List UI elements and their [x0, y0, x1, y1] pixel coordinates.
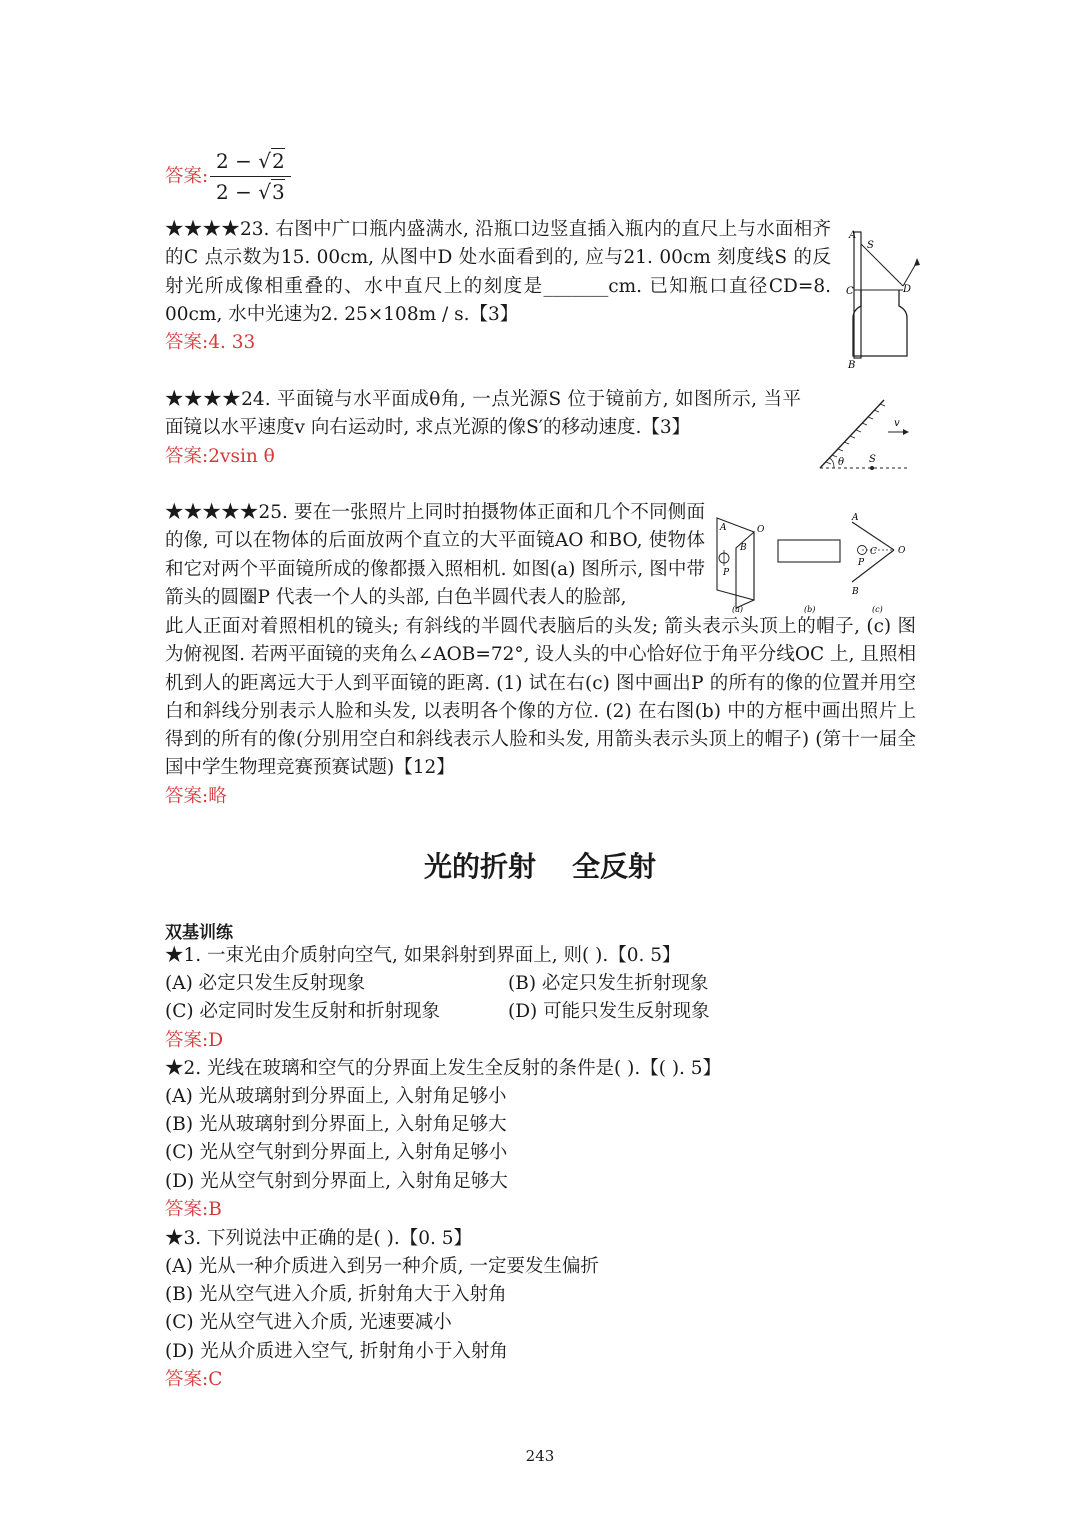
q1-answer: 答案:D: [165, 1030, 224, 1051]
label-a-A: A: [720, 523, 727, 533]
label-S: S: [867, 240, 874, 251]
top-mirror-A: [852, 522, 894, 550]
fraction-bar: [210, 176, 291, 177]
arrowhead: [914, 258, 920, 266]
ruler: [854, 232, 861, 358]
q1-option-b: (B) 必定只发生折射现象: [508, 973, 709, 994]
label-c-B: B: [852, 587, 859, 597]
q2-answer: 答案:B: [165, 1199, 222, 1220]
section-title-part2: 全反射: [572, 850, 657, 883]
caption-b: (b): [804, 605, 816, 614]
q22-answer-label: 答案:: [165, 166, 209, 187]
q2-option-a: (A) 光从玻璃射到分界面上, 入射角足够小: [165, 1086, 507, 1107]
page-number: 243: [525, 1447, 555, 1465]
label-c-A: A: [852, 513, 859, 523]
q23-question: ★★★★23. 右图中广口瓶内盛满水, 沿瓶口边竖直插入瓶内的直尺上与水面相齐的C 点示数为15. 00cm, 从图中D 处水面看到的, 应与21. 00cm 刻度线S 的反射光所成像相重叠的、水中直尺上的刻度是_______cm. 已知瓶口直径CD=8. 00cm, 水中光速为2. 25×108m / s.【3】: [165, 219, 831, 325]
label-c-O: O: [898, 546, 906, 556]
q23-bottle-figure: [845, 222, 925, 372]
mirror-hatching: [826, 404, 885, 464]
section-title-part1: 光的折射: [423, 850, 536, 883]
fraction-numerator: 2 − √2: [216, 149, 285, 173]
angle-arc: [829, 458, 834, 468]
q2-option-d: (D) 光从空气射到分界面上, 入射角足够大: [165, 1171, 508, 1192]
label-B: B: [848, 360, 856, 371]
label-v: v: [894, 418, 900, 429]
label-C: C: [846, 286, 854, 297]
caption-a: (a): [732, 605, 744, 614]
q2-option-b: (B) 光从玻璃射到分界面上, 入射角足够大: [165, 1114, 507, 1135]
label-D: D: [903, 284, 912, 295]
q3-stem: ★3. 下列说法中正确的是( ).【0. 5】: [165, 1228, 473, 1249]
q3-option-b: (B) 光从空气进入介质, 折射角大于入射角: [165, 1284, 507, 1305]
q1-stem: ★1. 一束光由介质射向空气, 如果斜射到界面上, 则( ).【0. 5】: [165, 945, 681, 966]
q23-answer: 答案:4. 33: [165, 332, 256, 353]
fraction-denominator: 2 − √3: [216, 180, 285, 204]
q22-answer-fraction: [210, 148, 291, 205]
q24-answer: 答案:2vsin θ: [165, 446, 275, 467]
label-c-C: C: [870, 547, 877, 557]
q1-option-d: (D) 可能只发生反射现象: [508, 1001, 710, 1022]
velocity-arrowhead: [903, 429, 909, 435]
q2-stem: ★2. 光线在玻璃和空气的分界面上发生全反射的条件是( ).【( ). 5】: [165, 1058, 722, 1079]
label-S: S: [869, 454, 876, 465]
q25-mirror-figures: [712, 510, 912, 616]
q25-question-bottom: 此人正面对着照相机的镜头; 有斜线的半圆代表脑后的头发; 箭头表示头顶上的帽子, (c) 图为俯视图. 若两平面镜的夹角么∠AOB=72°, 设人头的中心恰好位于角平分线OC 上, 且照相机到人的距离远大于人到平面镜的距离. (1) 试在右(c) 图中画出P 的所有的像的位置并用空白和斜线分别表示人脸和头发, 以表明各个像的方位. (2) 在右图(b) 中的方框中画出照片上得到的所有的像(分别用空白和斜线表示人脸和头发, 用箭头表示头顶上的帽子) (第十一届全国中学生物理竞赛预赛试题)【12】: [165, 616, 916, 779]
q3-option-a: (A) 光从一种介质进入到另一种介质, 一定要发生偏折: [165, 1256, 599, 1277]
q25-question-top: ★★★★★25. 要在一张照片上同时拍摄物体正面和几个不同侧面的像, 可以在物体的后面放两个直立的大平面镜AO 和BO, 使物体和它对两个平面镜所成的像都摄入照相机. 如图(a) 图所示, 图中带箭头的圆圈P 代表一个人的头部, 白色半圆代表人的脸部,: [165, 502, 705, 608]
q3-answer: 答案:C: [165, 1369, 223, 1390]
label-a-B: B: [740, 543, 747, 553]
section-title: [0, 845, 1080, 885]
point-source-S: [870, 466, 874, 470]
label-theta: θ: [838, 457, 845, 468]
label-a-P: P: [723, 568, 730, 578]
q1-option-a: (A) 必定只发生反射现象: [165, 973, 366, 994]
photo-frame: [778, 540, 840, 562]
label-A: A: [849, 230, 857, 241]
label-a-O: O: [757, 525, 765, 535]
q3-option-c: (C) 光从空气进入介质, 光速要减小: [165, 1312, 452, 1333]
caption-c: (c): [872, 605, 883, 614]
q25-answer: 答案:略: [165, 786, 227, 807]
q3-option-d: (D) 光从介质进入空气, 折射角小于入射角: [165, 1341, 508, 1362]
label-c-P: P: [858, 558, 865, 568]
q1-option-c: (C) 必定同时发生反射和折射现象: [165, 1001, 440, 1022]
q24-question: ★★★★24. 平面镜与水平面成θ角, 一点光源S 位于镜前方, 如图所示, 当平面镜以水平速度v 向右运动时, 求点光源的像S′的移动速度.【3】: [165, 389, 801, 439]
q24-mirror-figure: [812, 392, 912, 474]
q2-option-c: (C) 光从空气射到分界面上, 入射角足够小: [165, 1142, 508, 1163]
section-subhead: 双基训练: [165, 923, 233, 943]
